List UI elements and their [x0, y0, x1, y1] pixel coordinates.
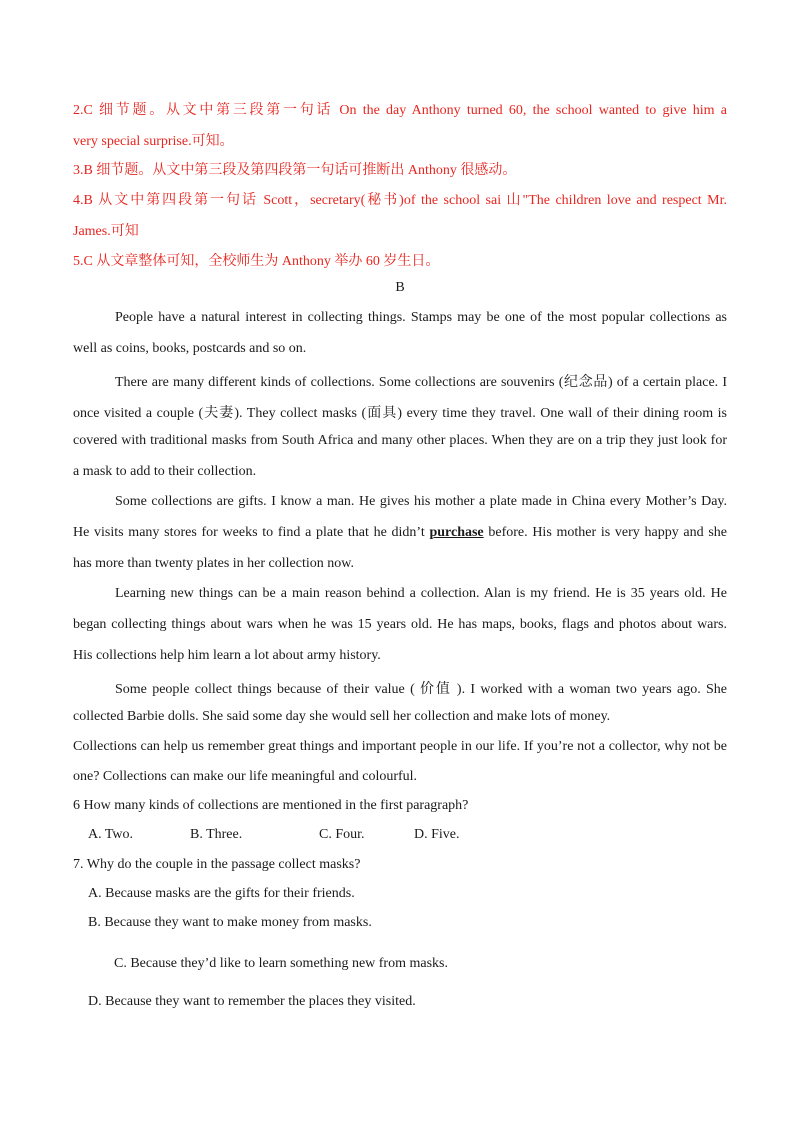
passage-p2-line-2: once visited a couple (夫妻). They collect masks (面具) every time they travel. One wall of their dining room is — [73, 406, 727, 421]
passage-p4-line-2: began collecting things about wars when he was 15 years old. He has maps, books, flags and photos about wars. — [73, 617, 727, 632]
passage-p4-line-3: His collections help him learn a lot about army history. — [73, 648, 381, 663]
question-7-option-b: B. Because they want to make money from masks. — [88, 915, 372, 930]
question-7-option-a: A. Because masks are the gifts for their friends. — [88, 886, 355, 901]
passage-p2-line-3: covered with traditional masks from South Africa and many other places. When they are on a trip they just look for — [73, 433, 727, 448]
passage-p3-line-2 — [73, 525, 727, 541]
answer-4-line-1: 4.B 从文中第四段第一句话 Scott，secretary(秘书)of the school sai 山"The children love and respect Mr. — [73, 193, 727, 208]
passage-p5-line-1: Some people collect things because of their value ( 价值 ). I worked with a woman two years ago. She — [115, 682, 727, 697]
passage-p6-line-2: one? Collections can make our life meaningful and colourful. — [73, 769, 418, 784]
question-6-option-b: B. Three. — [190, 827, 243, 842]
passage-p6-line-1: Collections can help us remember great things and important people in our life. If you’re not a collector, why not be — [73, 739, 727, 754]
answer-4-line-2: James.可知 — [73, 224, 139, 239]
question-6-option-d: D. Five. — [414, 827, 460, 842]
question-6-stem: 6 How many kinds of collections are mentioned in the first paragraph? — [73, 798, 469, 813]
passage-p3-line-1: Some collections are gifts. I know a man. He gives his mother a plate made in China every Mother’s Day. — [115, 494, 727, 509]
keyword-purchase: purchase — [429, 525, 484, 540]
question-7-option-d: D. Because they want to remember the places they visited. — [88, 994, 416, 1009]
passage-p1-line-2: well as coins, books, postcards and so on. — [73, 341, 307, 356]
question-7-stem: 7. Why do the couple in the passage collect masks? — [73, 857, 361, 872]
question-7-option-c: C. Because they’d like to learn something new from masks. — [114, 956, 448, 971]
passage-p2-line-1: There are many different kinds of collections. Some collections are souvenirs (纪念品) of a certain place. I — [115, 375, 727, 390]
answer-2-line-1: 2.C 细节题。从文中第三段第一句话 On the day Anthony turned 60, the school wanted to give him a — [73, 103, 727, 118]
answer-2-line-2: very special surprise.可知。 — [73, 134, 234, 149]
question-6-option-c: C. Four. — [319, 827, 365, 842]
passage-p3-line-2-post: before. His mother is very happy and she — [483, 525, 727, 540]
passage-p3-line-2-pre: He visits many stores for weeks to find a plate that he didn’t — [73, 525, 430, 540]
passage-p4-line-1: Learning new things can be a main reason behind a collection. Alan is my friend. He is 35 years old. He — [115, 586, 727, 601]
passage-p2-line-4: a mask to add to their collection. — [73, 464, 257, 479]
passage-p1-line-1: People have a natural interest in collecting things. Stamps may be one of the most popular collections as — [115, 310, 727, 325]
answer-3: 3.B 细节题。从文中第三段及第四段第一句话可推断出 Anthony 很感动。 — [73, 163, 517, 178]
question-6-option-a: A. Two. — [88, 827, 134, 842]
passage-p5-line-2: collected Barbie dolls. She said some day she would sell her collection and make lots of money. — [73, 709, 611, 724]
answer-5: 5.C 从文章整体可知，全校师生为 Anthony 举办 60 岁生日。 — [73, 254, 440, 269]
section-label: B — [395, 280, 405, 295]
passage-p3-line-3: has more than twenty plates in her collection now. — [73, 556, 354, 571]
